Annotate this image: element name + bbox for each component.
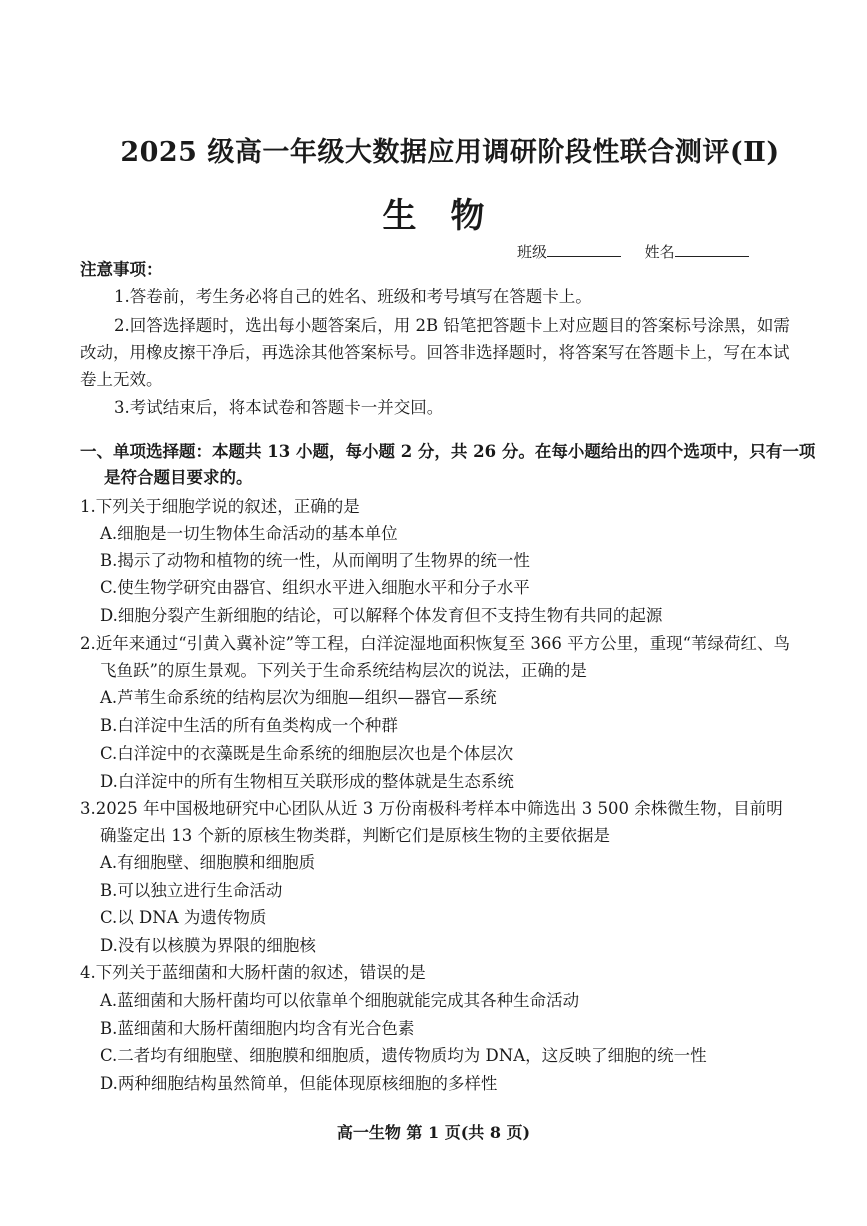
question-4-option-b: B.蓝细菌和大肠杆菌细胞内均含有光合色素 xyxy=(100,1019,415,1038)
question-1-option-a: A.细胞是一切生物体生命活动的基本单位 xyxy=(100,524,398,543)
question-3-stem: 3.2025 年中国极地研究中心团队从近 3 万份南极科考样本中筛选出 3 500 余株微生物，目前明 xyxy=(80,799,783,818)
exam-title: 2025 级高一年级大数据应用调研阶段性联合测评(Ⅱ) xyxy=(120,137,780,168)
class-blank xyxy=(547,242,621,257)
notice-heading: 注意事项： xyxy=(80,260,163,279)
question-4-stem: 4.下列关于蓝细菌和大肠杆菌的叙述，错误的是 xyxy=(80,963,426,982)
question-2-option-a: A.芦苇生命系统的结构层次为细胞—组织—器官—系统 xyxy=(100,688,497,707)
notice-item-1: 1.答卷前，考生务必将自己的姓名、班级和考号填写在答题卡上。 xyxy=(114,287,592,306)
name-label: 姓名 xyxy=(644,243,675,261)
question-1-option-c: C.使生物学研究由器官、组织水平进入细胞水平和分子水平 xyxy=(100,578,530,597)
question-2-option-d: D.白洋淀中的所有生物相互关联形成的整体就是生态系统 xyxy=(100,772,514,791)
notice-item-2-cont2: 卷上无效。 xyxy=(80,370,163,389)
section-heading-cont: 是符合题目要求的。 xyxy=(104,468,253,487)
notice-item-3: 3.考试结束后，将本试卷和答题卡一并交回。 xyxy=(114,398,444,417)
question-2-option-b: B.白洋淀中生活的所有鱼类构成一个种群 xyxy=(100,716,398,735)
question-1-option-b: B.揭示了动物和植物的统一性，从而阐明了生物界的统一性 xyxy=(100,551,530,570)
question-3-option-c: C.以 DNA 为遗传物质 xyxy=(100,908,267,927)
page-footer: 高一生物 第 1 页(共 8 页) xyxy=(336,1123,531,1142)
name-blank xyxy=(675,242,749,257)
question-2-option-c: C.白洋淀中的衣藻既是生命系统的细胞层次也是个体层次 xyxy=(100,744,514,763)
question-2-stem-cont: 飞鱼跃”的原生景观。下列关于生命系统结构层次的说法，正确的是 xyxy=(100,661,587,680)
subject-title: 生物 xyxy=(382,196,519,236)
question-4-option-a: A.蓝细菌和大肠杆菌均可以依靠单个细胞就能完成其各种生命活动 xyxy=(100,991,580,1010)
notice-item-2-cont: 改动，用橡皮擦干净后，再选涂其他答案标号。回答非选择题时，将答案写在答题卡上，写在本试 xyxy=(80,343,790,362)
question-1-option-d: D.细胞分裂产生新细胞的结论，可以解释个体发育但不支持生物有共同的起源 xyxy=(100,606,663,625)
question-4-option-c: C.二者均有细胞壁、细胞膜和细胞质，遗传物质均为 DNA，这反映了细胞的统一性 xyxy=(100,1046,707,1065)
section-heading: 一、单项选择题：本题共 13 小题，每小题 2 分，共 26 分。在每小题给出的四个选项中，只有一项 xyxy=(80,442,816,461)
question-3-option-b: B.可以独立进行生命活动 xyxy=(100,881,283,900)
question-3-option-d: D.没有以核膜为界限的细胞核 xyxy=(100,936,316,955)
class-label: 班级 xyxy=(517,243,548,261)
question-1-stem: 1.下列关于细胞学说的叙述，正确的是 xyxy=(80,497,360,516)
student-info-row xyxy=(517,241,749,262)
notice-item-2: 2.回答选择题时，选出每小题答案后，用 2B 铅笔把答题卡上对应题目的答案标号涂黑，如需 xyxy=(114,316,790,335)
question-2-stem: 2.近年来通过“引黄入冀补淀”等工程，白洋淀湿地面积恢复至 366 平方公里，重现“苇绿荷红、鸟 xyxy=(80,634,791,653)
question-3-stem-cont: 确鉴定出 13 个新的原核生物类群，判断它们是原核生物的主要依据是 xyxy=(100,826,610,845)
question-3-option-a: A.有细胞壁、细胞膜和细胞质 xyxy=(100,853,316,872)
question-4-option-d: D.两种细胞结构虽然简单，但能体现原核细胞的多样性 xyxy=(100,1074,498,1093)
